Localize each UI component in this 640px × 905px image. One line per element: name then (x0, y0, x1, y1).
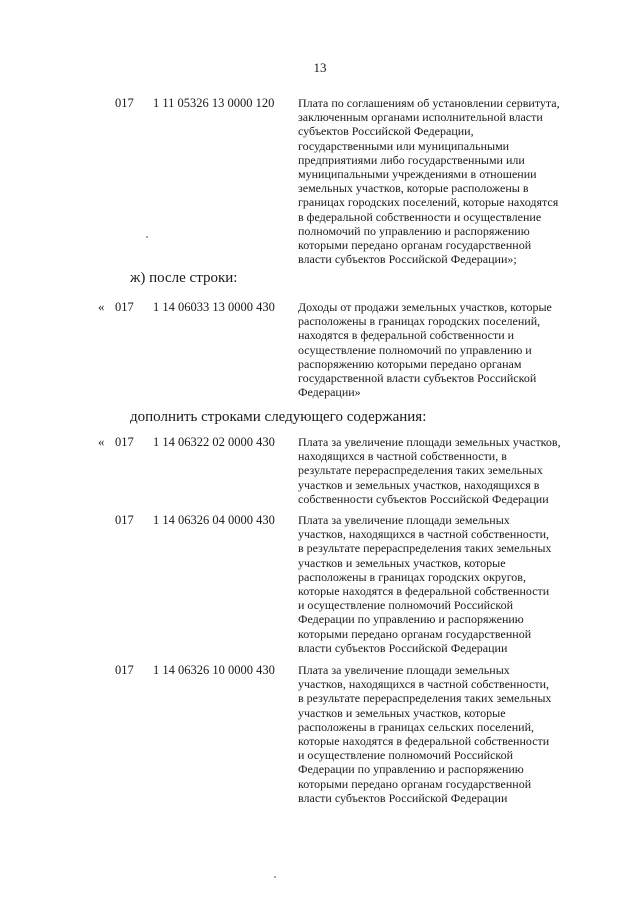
admin-code: 017 (115, 435, 134, 449)
scan-speck (274, 876, 276, 878)
section-heading-add: дополнить строками следующего содержания: (130, 409, 427, 425)
income-description: Плата по соглашениям об установлении сервитута, заключенным органами исполнительной власти субъектов Российской Федерации, государственными или муниципальными предприятиями либо государственными или муниципальными учреждениями в отношении земельных участков, которые расположены в границах городских поселений, которые находятся в федеральной собственности и осуществление полномочий по управлению и распоряжению которыми передано органам государственной власти субъектов Российской Федерации»; (298, 96, 560, 267)
section-heading-after: ж) после строки: (130, 270, 238, 286)
budget-code: 1 14 06033 13 0000 430 (153, 300, 275, 314)
opening-quote: « (98, 299, 105, 314)
page-number: 13 (313, 60, 327, 75)
budget-code: 1 14 06326 10 0000 430 (153, 663, 275, 677)
budget-code: 1 14 06326 04 0000 430 (153, 513, 275, 527)
budget-code: 1 11 05326 13 0000 120 (153, 96, 275, 110)
income-description: Плата за увеличение площади земельных участков, находящихся в частной собственности, в результате перераспределения таких земельных участков и земельных участков, которые расположены в границах городских округов, которые находятся в федеральной собственности и осуществление полномочий Российской Федерации по управлению и распоряжению которыми передано органам государственной власти субъектов Российской Федерации (298, 513, 552, 655)
admin-code: 017 (115, 96, 134, 110)
admin-code: 017 (115, 513, 134, 527)
admin-code: 017 (115, 300, 134, 314)
income-description: Плата за увеличение площади земельных участков, находящихся в частной собственности, в результате перераспределения таких земельных участков и земельных участков, находящихся в собственности субъектов Российской Федерации (298, 435, 561, 506)
admin-code: 017 (115, 663, 134, 677)
budget-code: 1 14 06322 02 0000 430 (153, 435, 275, 449)
opening-quote: « (98, 434, 105, 449)
income-description: Доходы от продажи земельных участков, которые расположены в границах городских поселений, находятся в федеральной собственности и осуществление полномочий по управлению и распоряжению которыми передано органам государственной власти субъектов Российской Федерации» (298, 300, 552, 400)
income-description: Плата за увеличение площади земельных участков, находящихся в частной собственности, в результате перераспределения таких земельных участков и земельных участков, которые расположены в границах сельских поселений, которые находятся в федеральной собственности и осуществление полномочий Российской Федерации по управлению и распоряжению которыми передано органам государственной власти субъектов Российской Федерации (298, 663, 552, 805)
scan-speck (146, 236, 148, 238)
